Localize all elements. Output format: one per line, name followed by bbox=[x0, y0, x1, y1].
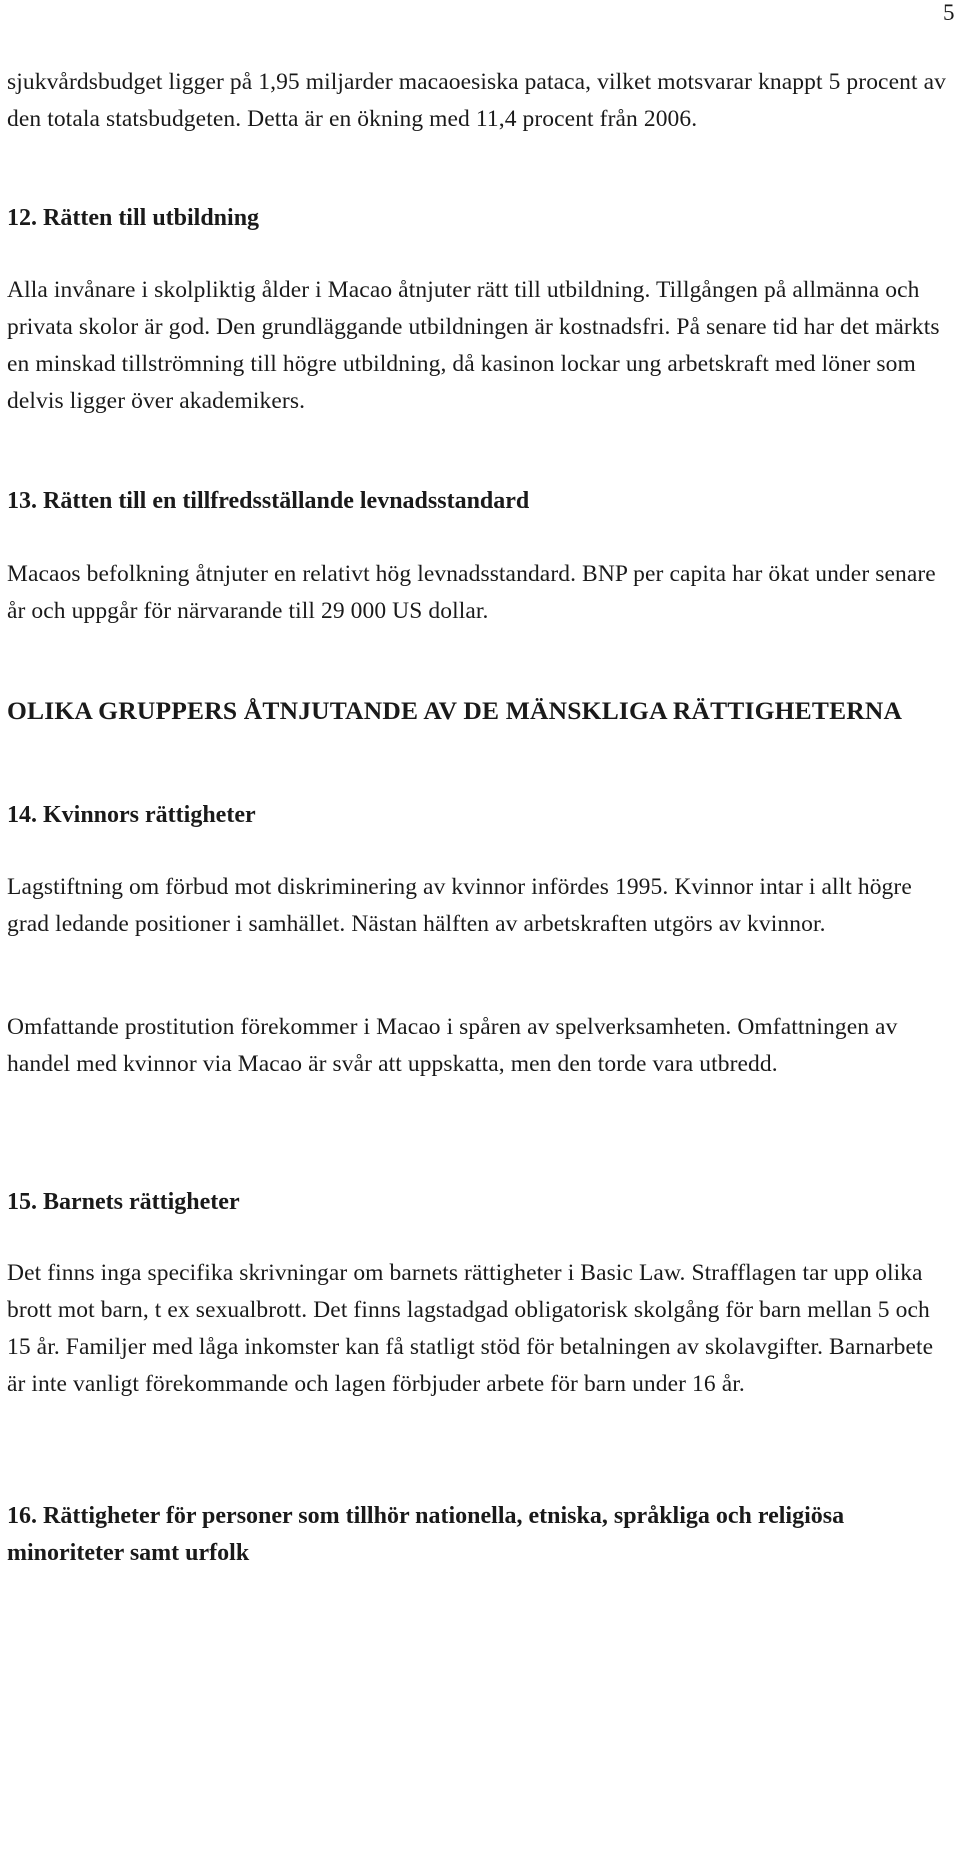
page-number: 5 bbox=[943, 0, 955, 25]
paragraph-education: Alla invånare i skolpliktig ålder i Macao åtnjuter rätt till utbildning. Tillgången på allmänna och privata skolor är god. Den grundläggande utbildningen är kostnadsfri. På senare tid har det märkts en minskad tillströmning till högre utbildning, då kasinon lockar ung arbetskraft med löner som delvis ligger över akademikers. bbox=[7, 277, 940, 414]
heading-childrens-rights: 15. Barnets rättigheter bbox=[7, 1189, 240, 1215]
paragraph-standard-of-living: Macaos befolkning åtnjuter en relativt hög levnadsstandard. BNP per capita har ökat under senare år och uppgår för närvarande till 29 000 US dollar. bbox=[7, 561, 936, 624]
paragraph-health-budget: sjukvårdsbudget ligger på 1,95 miljarder macaoesiska pataca, vilket motsvarar knappt 5 procent av den totala statsbudgeten. Detta är en ökning med 11,4 procent från 2006. bbox=[7, 69, 946, 132]
heading-womens-rights: 14. Kvinnors rättigheter bbox=[7, 802, 256, 828]
paragraph-womens-rights-legislation: Lagstiftning om förbud mot diskriminering av kvinnor infördes 1995. Kvinnor intar i allt högre grad ledande positioner i samhället. Nästan hälften av arbetskraften utgörs av kvinnor. bbox=[7, 874, 912, 937]
paragraph-prostitution: Omfattande prostitution förekommer i Macao i spåren av spelverksamheten. Omfattningen av handel med kvinnor via Macao är svår att uppskatta, men den torde vara utbredd. bbox=[7, 1014, 898, 1077]
heading-minority-rights: 16. Rättigheter för personer som tillhör nationella, etniska, språkliga och religiösa minoriteter samt urfolk bbox=[7, 1503, 845, 1566]
paragraph-childrens-rights: Det finns inga specifika skrivningar om barnets rättigheter i Basic Law. Strafflagen tar upp olika brott mot barn, t ex sexualbrott. Det finns lagstadgad obligatorisk skolgång för barn mellan 5 och 15 år. Familjer med låga inkomster kan få statligt stöd för betalningen av skolavgifter. Barnarbete är inte vanligt förekommande och lagen förbjuder arbete för barn under 16 år. bbox=[7, 1260, 934, 1397]
section-title-groups-human-rights: OLIKA GRUPPERS ÅTNJUTANDE AV DE MÄNSKLIGA RÄTTIGHETERNA bbox=[7, 696, 903, 725]
heading-standard-of-living: 13. Rätten till en tillfredsställande levnadsstandard bbox=[7, 488, 530, 514]
heading-right-to-education: 12. Rätten till utbildning bbox=[7, 205, 260, 231]
